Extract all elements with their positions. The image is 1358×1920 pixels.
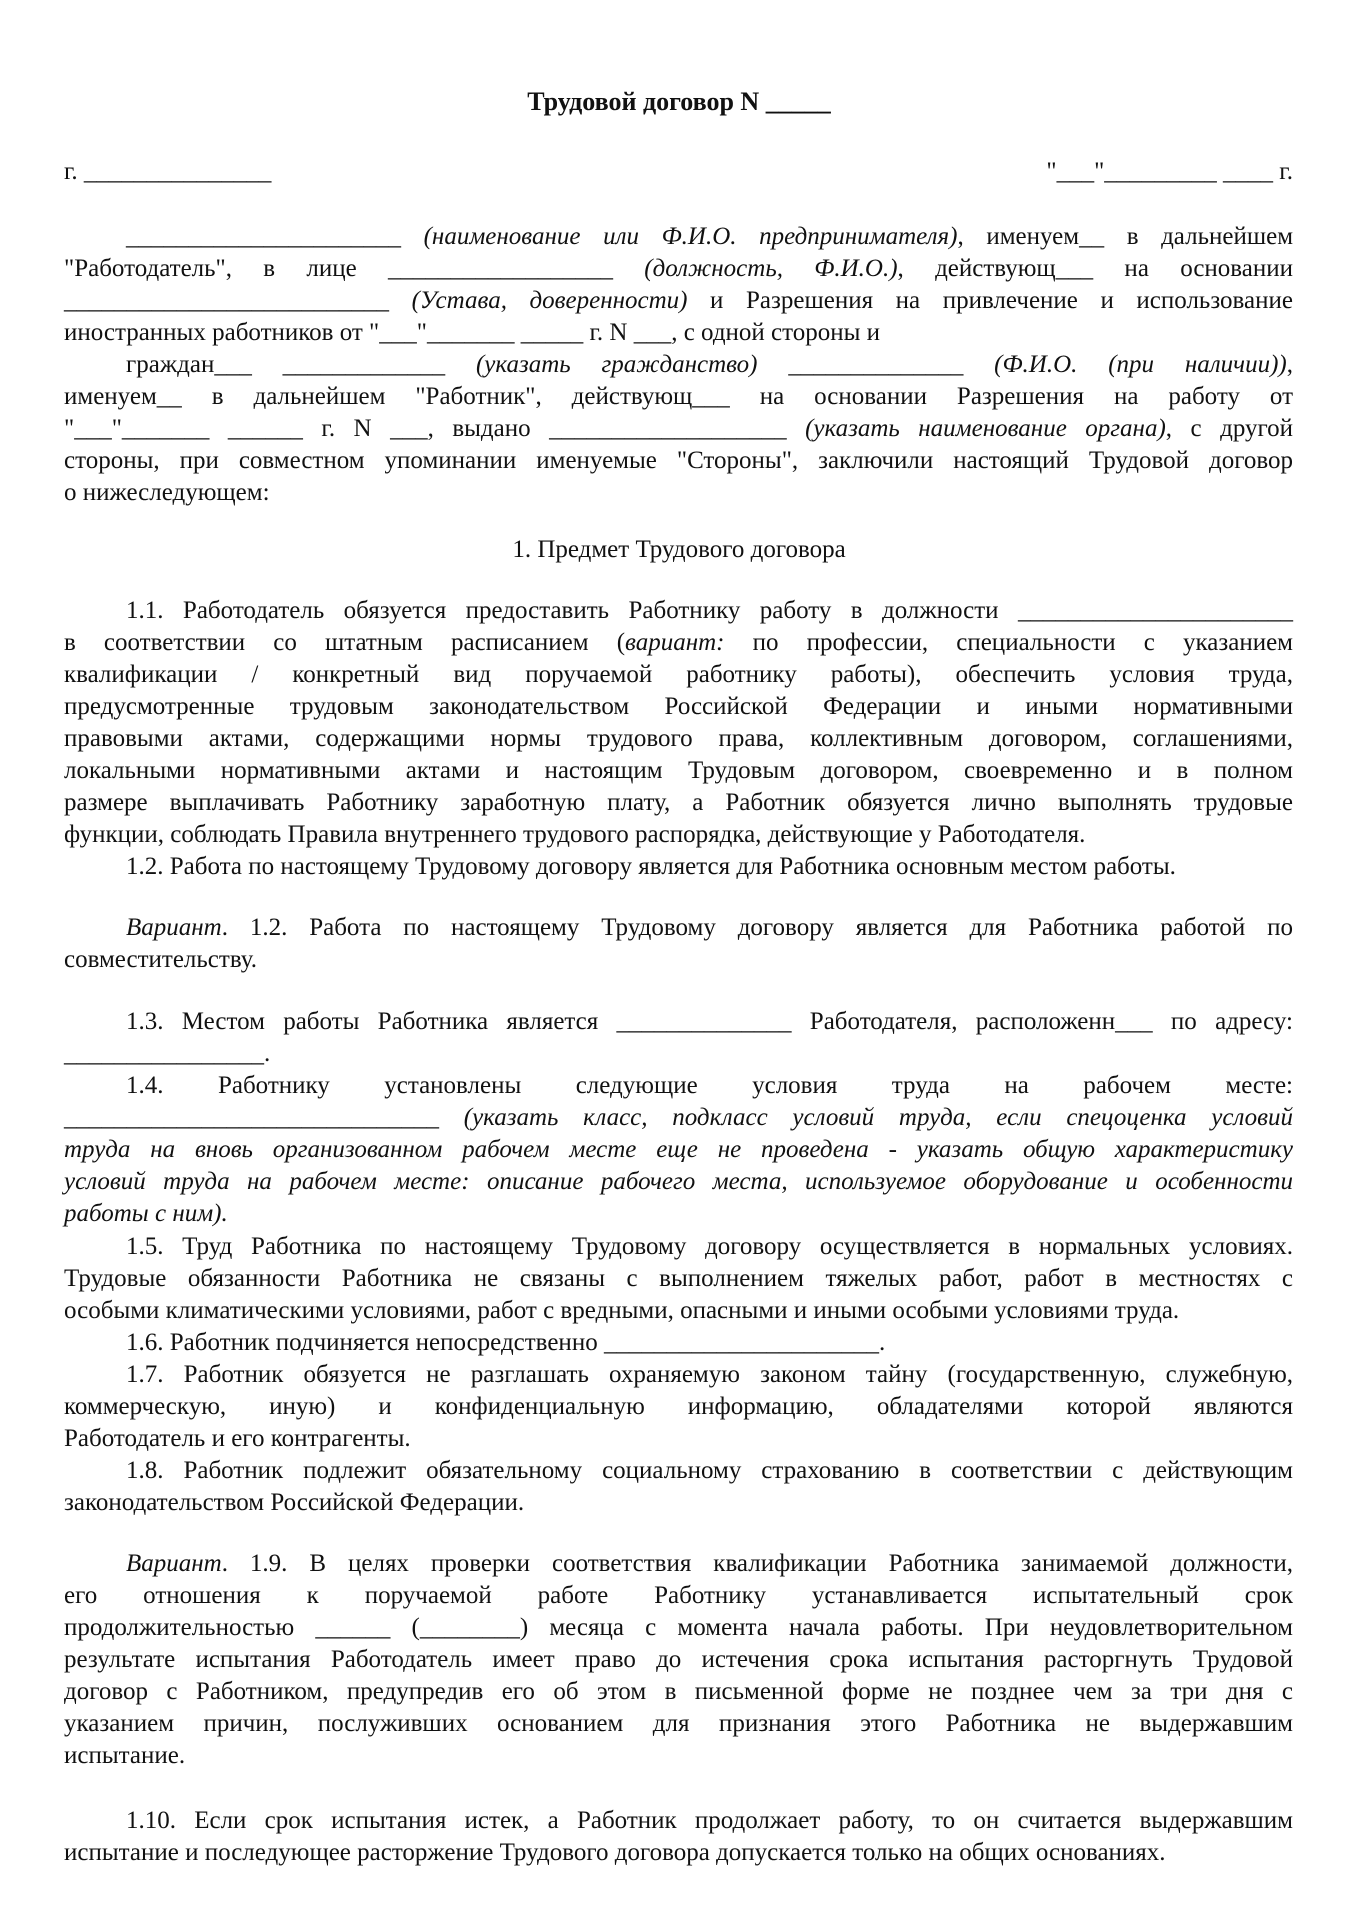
text-segment: 1.1. Работодатель обязуется предоставить Работнику работу в должности ______________________ xyxy=(126,597,1293,624)
text-segment: о нижеследующем: xyxy=(64,479,270,506)
text-line xyxy=(64,659,1293,691)
text-line xyxy=(126,1070,1293,1102)
text-segment: 1.7. Работник обязуется не разглашать охраняемую законом тайну (государственную, служебную, xyxy=(126,1361,1293,1388)
text-segment: 1.2. Работа по настоящему Трудовому договору является для Работника основным местом работы. xyxy=(126,853,1176,880)
text-line xyxy=(64,413,1293,445)
text-line xyxy=(64,1391,1293,1423)
italic-text: (должность, Ф.И.О.) xyxy=(644,255,898,282)
text-line xyxy=(64,627,1293,659)
text-line xyxy=(126,595,1293,627)
italic-text: вариант: xyxy=(625,629,725,656)
text-line xyxy=(126,221,1293,253)
text-line xyxy=(64,1038,1293,1070)
text-segment: функции, соблюдать Правила внутреннего трудового распорядка, действующие у Работодателя. xyxy=(64,821,1086,848)
text-line xyxy=(64,755,1293,787)
text-segment: локальными нормативными актами и настоящим Трудовым договором, своевременно и в полном xyxy=(64,757,1293,784)
text-line xyxy=(126,1359,1293,1391)
text-line xyxy=(64,1612,1293,1644)
text-line xyxy=(126,912,1293,944)
text-line xyxy=(64,1580,1293,1612)
section-heading xyxy=(0,534,1358,566)
text-segment: 1.4. Работнику установлены следующие условия труда на рабочем месте: xyxy=(126,1072,1293,1099)
text-segment: совместительству. xyxy=(64,946,258,973)
text-line xyxy=(64,944,1293,976)
text-segment: правовыми актами, содержащими нормы трудового права, коллективным договором, соглашениями, xyxy=(64,725,1293,752)
text-line xyxy=(64,1740,1293,1772)
text-line xyxy=(64,285,1293,317)
text-line xyxy=(64,1198,1293,1230)
text-segment: именуем__ в дальнейшем "Работник", действующ___ на основании Разрешения на работу от xyxy=(64,383,1293,410)
date-field: "___"_________ ____ г. xyxy=(1046,158,1293,185)
text-segment: ______________________________ xyxy=(64,1104,464,1131)
text-line xyxy=(126,1548,1293,1580)
text-segment: указанием причин, послуживших основанием для признания этого Работника не выдержавшим xyxy=(64,1710,1293,1737)
italic-text: (Ф.И.О. (при наличии)) xyxy=(994,351,1287,378)
text-line xyxy=(64,1166,1293,1198)
text-line xyxy=(64,1263,1293,1295)
text-line xyxy=(64,787,1293,819)
text-line xyxy=(64,819,1293,851)
text-segment: "Работодатель", в лице __________________ xyxy=(64,255,645,282)
text-line xyxy=(64,381,1293,413)
text-segment: граждан___ _____________ xyxy=(126,351,476,378)
italic-text: (указать гражданство) xyxy=(475,351,758,378)
text-segment: 1.8. Работник подлежит обязательному социальному страхованию в соответствии с действующим xyxy=(126,1457,1293,1484)
text-segment: . 1.2. Работа по настоящему Трудовому договору является для Работника работой по xyxy=(221,914,1293,941)
text-line xyxy=(64,1676,1293,1708)
city-field: г. _______________ xyxy=(64,158,272,185)
text-line xyxy=(126,1805,1293,1837)
text-line xyxy=(126,1006,1293,1038)
text-segment: ________________. xyxy=(64,1040,271,1067)
text-segment: его отношения к поручаемой работе Работнику устанавливается испытательный срок xyxy=(64,1582,1293,1609)
text-segment: по профессии, специальности с указанием xyxy=(724,629,1293,656)
text-segment: 1.5. Труд Работника по настоящему Трудовому договору осуществляется в нормальных условиях. xyxy=(126,1233,1293,1260)
text-line xyxy=(64,1487,1293,1519)
text-segment: , xyxy=(1286,351,1293,378)
text-line xyxy=(64,691,1293,723)
text-segment: __________________________ xyxy=(64,287,412,314)
text-segment: договор с Работником, предупредив его об этом в письменной форме не позднее чем за три дня с xyxy=(64,1678,1293,1705)
italic-text: работы с ним). xyxy=(64,1200,228,1227)
text-line xyxy=(64,1423,1293,1455)
italic-text: (Устава, доверенности) xyxy=(411,287,688,314)
italic-text: (указать наименование органа) xyxy=(805,415,1166,442)
text-segment: 1.6. Работник подчиняется непосредственно ______________________. xyxy=(126,1329,886,1356)
text-segment: . 1.9. В целях проверки соответствия квалификации Работника занимаемой должности, xyxy=(221,1550,1293,1577)
text-line xyxy=(64,477,1293,509)
text-line xyxy=(126,851,1293,883)
text-segment: Трудовые обязанности Работника не связаны с выполнением тяжелых работ, работ в местностях с xyxy=(64,1265,1293,1292)
text-segment: особыми климатическими условиями, работ с вредными, опасными и иными особыми условиями труда. xyxy=(64,1297,1180,1324)
text-segment: иностранных работников от "___"_______ _____ г. N ___, с одной стороны и xyxy=(64,319,881,346)
text-segment: размере выплачивать Работнику заработную плату, а Работник обязуется лично выполнять трудовые xyxy=(64,789,1293,816)
text-segment: предусмотренные трудовым законодательством Российской Федерации и иными нормативными xyxy=(64,693,1293,720)
text-segment: в соответствии со штатным расписанием ( xyxy=(64,629,626,656)
text-line xyxy=(64,1837,1293,1869)
text-segment: ______________ xyxy=(757,351,995,378)
italic-text: Вариант xyxy=(126,1550,222,1577)
text-line xyxy=(64,445,1293,477)
text-line xyxy=(64,1134,1293,1166)
italic-text: труда на вновь организованном рабочем месте еще не проведена - указать общую характеристику xyxy=(64,1136,1293,1163)
text-segment: , с другой xyxy=(1165,415,1293,442)
text-segment: продолжительностью ______ (________) месяца с момента начала работы. При неудовлетворительном xyxy=(64,1614,1293,1641)
text-segment: 1.3. Местом работы Работника является ______________ Работодателя, расположенн___ по адресу: xyxy=(126,1008,1293,1035)
text-line xyxy=(64,723,1293,755)
text-segment: и Разрешения на привлечение и использование xyxy=(687,287,1293,314)
italic-text: условий труда на рабочем месте: описание рабочего места, используемое оборудование и особенности xyxy=(64,1168,1293,1195)
text-segment: , именуем__ в дальнейшем xyxy=(957,223,1294,250)
text-segment: 1. Предмет Трудового договора xyxy=(512,536,846,563)
text-segment: испытание. xyxy=(64,1742,186,1769)
italic-text: Вариант xyxy=(126,914,222,941)
text-segment: результате испытания Работодатель имеет право до истечения срока испытания расторгнуть Трудовой xyxy=(64,1646,1293,1673)
text-line xyxy=(126,1455,1293,1487)
text-segment: коммерческую, иную) и конфиденциальную информацию, обладателями которой являются xyxy=(64,1393,1293,1420)
text-segment: Работодатель и его контрагенты. xyxy=(64,1425,411,1452)
text-line xyxy=(126,349,1293,381)
italic-text: (наименование или Ф.И.О. предпринимателя) xyxy=(423,223,958,250)
text-line xyxy=(64,1644,1293,1676)
text-line xyxy=(64,317,1293,349)
text-segment: "___"_______ ______ г. N ___, выдано ___________________ xyxy=(64,415,806,442)
document-title: Трудовой договор N _____ xyxy=(527,87,831,116)
text-line xyxy=(64,1295,1293,1327)
text-segment: законодательством Российской Федерации. xyxy=(64,1489,525,1516)
text-segment: ______________________ xyxy=(126,223,424,250)
text-line xyxy=(64,1102,1293,1134)
header-line xyxy=(64,156,1293,188)
text-segment: 1.10. Если срок испытания истек, а Работник продолжает работу, то он считается выдержавшим xyxy=(126,1807,1293,1834)
text-line xyxy=(64,1708,1293,1740)
italic-text: (указать класс, подкласс условий труда, если спецоценка условий xyxy=(463,1104,1294,1131)
text-segment: стороны, при совместном упоминании именуемые "Стороны", заключили настоящий Трудовой договор xyxy=(64,447,1293,474)
text-line xyxy=(64,253,1293,285)
text-segment: квалификации / конкретный вид поручаемой работнику работы), обеспечить условия труда, xyxy=(64,661,1293,688)
text-segment: испытание и последующее расторжение Трудового договора допускается только на общих основаниях. xyxy=(64,1839,1166,1866)
text-line xyxy=(126,1327,1293,1359)
text-line xyxy=(126,1231,1293,1263)
text-segment: , действующ___ на основании xyxy=(897,255,1293,282)
